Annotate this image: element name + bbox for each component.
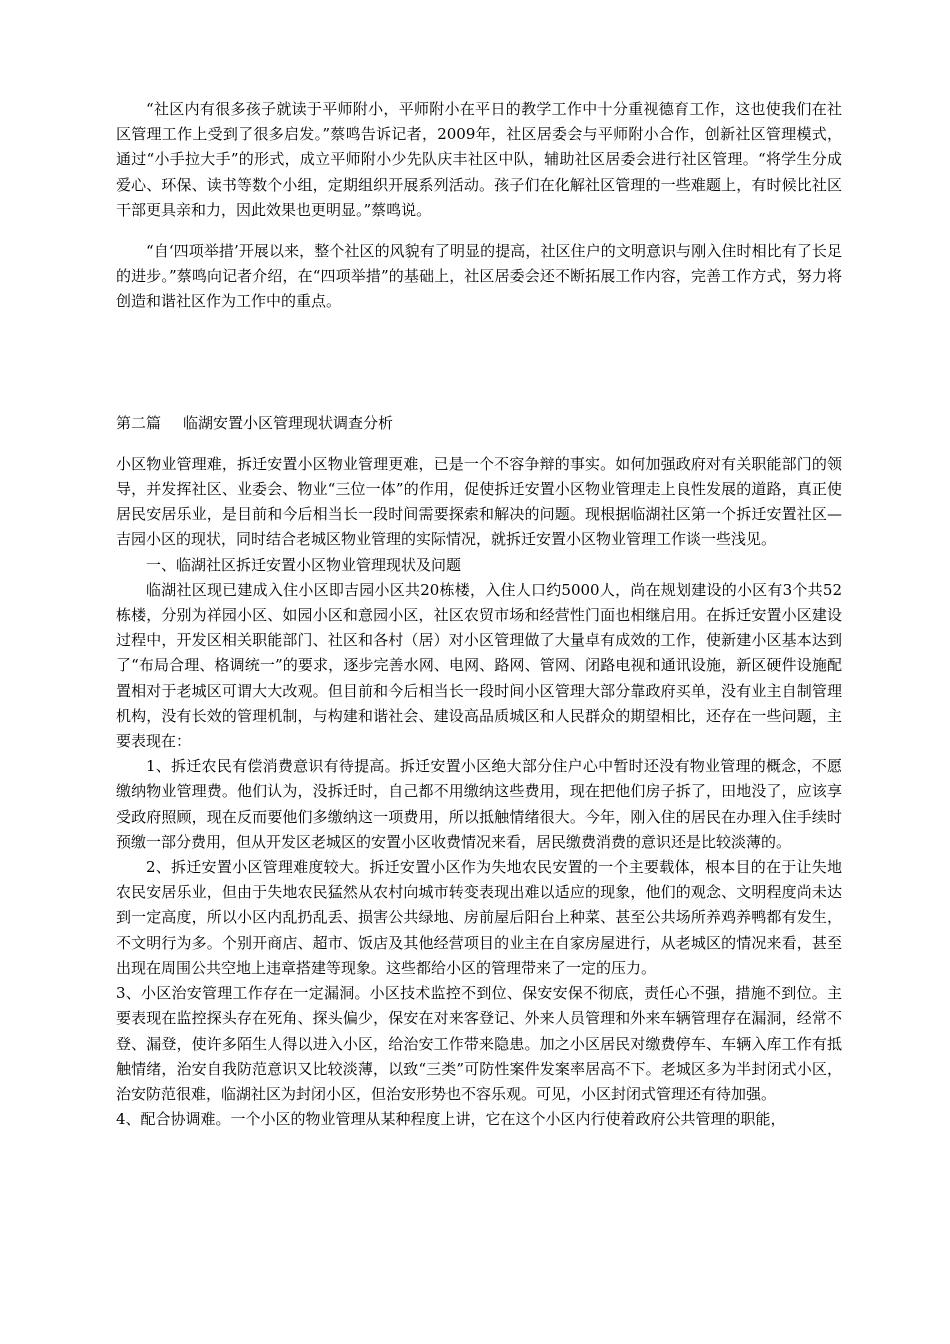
chapter-heading xyxy=(116,411,842,436)
body-paragraph-item-1: 1、拆迁农民有偿消费意识有待提高。拆迁安置小区绝大部分住户心中暂时还没有物业管理的概念，不愿缴纳物业管理费。他们认为，没拆迁时，自己都不用缴纳这些费用，现在把他们房子拆了，田地没了，应该享受政府照顾，现在反而要他们多缴纳这一项费用，所以抵触情绪很大。今年，刚入住的居民在办理入住手续时预缴一部分费用，但从开发区老城区的安置小区收费情况来看，居民缴费消费的意识还是比较淡薄的。 xyxy=(116,757,842,851)
body-paragraph-item-3: 3、小区治安管理工作存在一定漏洞。小区技术监控不到位、保安安保不彻底，责任心不强，措施不到位。主要表现在监控探头存在死角、探头偏少，保安在对来客登记、外来人员管理和外来车辆管理存在漏洞，经常不登、漏登，使许多陌生人得以进入小区，给治安工作带来隐患。加之小区居民对缴费停车、车辆入库工作有抵触情绪，治安自我防范意识又比较淡薄，以致“三类”可防性案件发案率居高不下。老城区多为半封闭式小区，治安防范很难，临湖社区为封闭小区，但治安形势也不容乐观。可见，小区封闭式管理还有待加强。 xyxy=(116,984,842,1103)
intro-paragraph-1: “社区内有很多孩子就读于平师附小，平师附小在平日的教学工作中十分重视德育工作，这也使我们在社区管理工作上受到了很多启发。”蔡鸣告诉记者，2009年，社区居委会与平师附小合作，创新社区管理模式，通过“小手拉大手”的形式，成立平师附小少先队庆丰社区中队，辅助社区居委会进行社区管理。“将学生分成爱心、环保、读书等数个小组，定期组织开展系列活动。孩子们在化解社区管理的一些难题上，有时候比社区干部更具亲和力，因此效果也更明显。”蔡鸣说。 xyxy=(116,100,842,219)
chapter-title: 临湖安置小区管理现状调查分析 xyxy=(183,413,394,432)
section-heading-status: 一、临湖社区拆迁安置小区物业管理现状及问题 xyxy=(146,555,462,574)
chapter-number: 第二篇 xyxy=(116,413,162,432)
body-paragraph-status: 临湖社区现已建成入住小区即吉园小区共20栋楼，入住人口约5000人，尚在规划建设的小区有3个共52栋楼，分别为祥园小区、如园小区和意园小区，社区农贸市场和经营性门面也相继启用。在拆迁安置小区建设过程中，开发区相关职能部门、社区和各村（居）对小区管理做了大量卓有成效的工作，使新建小区基本达到了“布局合理、格调统一”的要求，逐步完善水网、电网、路网、管网、闭路电视和通讯设施，新区硬件设施配置相对于老城区可谓大大改观。但目前和今后相当长一段时间小区管理大部分靠政府买单，没有业主自制管理机构，没有长效的管理机制，与构建和谐社会、建设高品质城区和人民群众的期望相比，还存在一些问题，主要表现在： xyxy=(116,580,842,751)
body-paragraph-item-2: 2、拆迁安置小区管理难度较大。拆迁安置小区作为失地农民安置的一个主要载体，根本目的在于让失地农民安居乐业，但由于失地农民猛然从农村向城市转变表现出难以适应的现象，他们的观念、文明程度尚未达到一定高度，所以小区内乱扔乱丢、损害公共绿地、房前屋后阳台上种菜、甚至公共场所养鸡养鸭都有发生，不文明行为多。个别开商店、超市、饭店及其他经营项目的业主在自家房屋进行，从老城区的情况来看，甚至出现在周围公共空地上违章搭建等现象。这些都给小区的管理带来了一定的压力。 xyxy=(116,858,842,977)
document-page xyxy=(116,97,842,1132)
body-paragraph-item-4: 4、配合协调难。一个小区的物业管理从某种程度上讲，它在这个小区内行使着政府公共管理的职能， xyxy=(116,1110,786,1129)
intro-paragraph-2: “自‘四项举措’开展以来，整个社区的风貌有了明显的提高，社区住户的文明意识与刚入住时相比有了长足的进步。”蔡鸣向记者介绍，在“四项举措”的基础上，社区居委会还不断拓展工作内容，完善工作方式，努力将创造和谐社区作为工作中的重点。 xyxy=(116,242,842,311)
body-paragraph-overview: 小区物业管理难，拆迁安置小区物业管理更难，已是一个不容争辩的事实。如何加强政府对有关职能部门的领导，并发挥社区、业委会、物业“三位一体”的作用，促使拆迁安置小区物业管理走上良性发展的道路，真正使居民安居乐业，是目前和今后相当长一段时间需要探索和解决的问题。现根据临湖社区第一个拆迁安置社区—吉园小区的现状，同时结合老城区物业管理的实际情况，就拆迁安置小区物业管理工作谈一些浅见。 xyxy=(116,454,842,549)
